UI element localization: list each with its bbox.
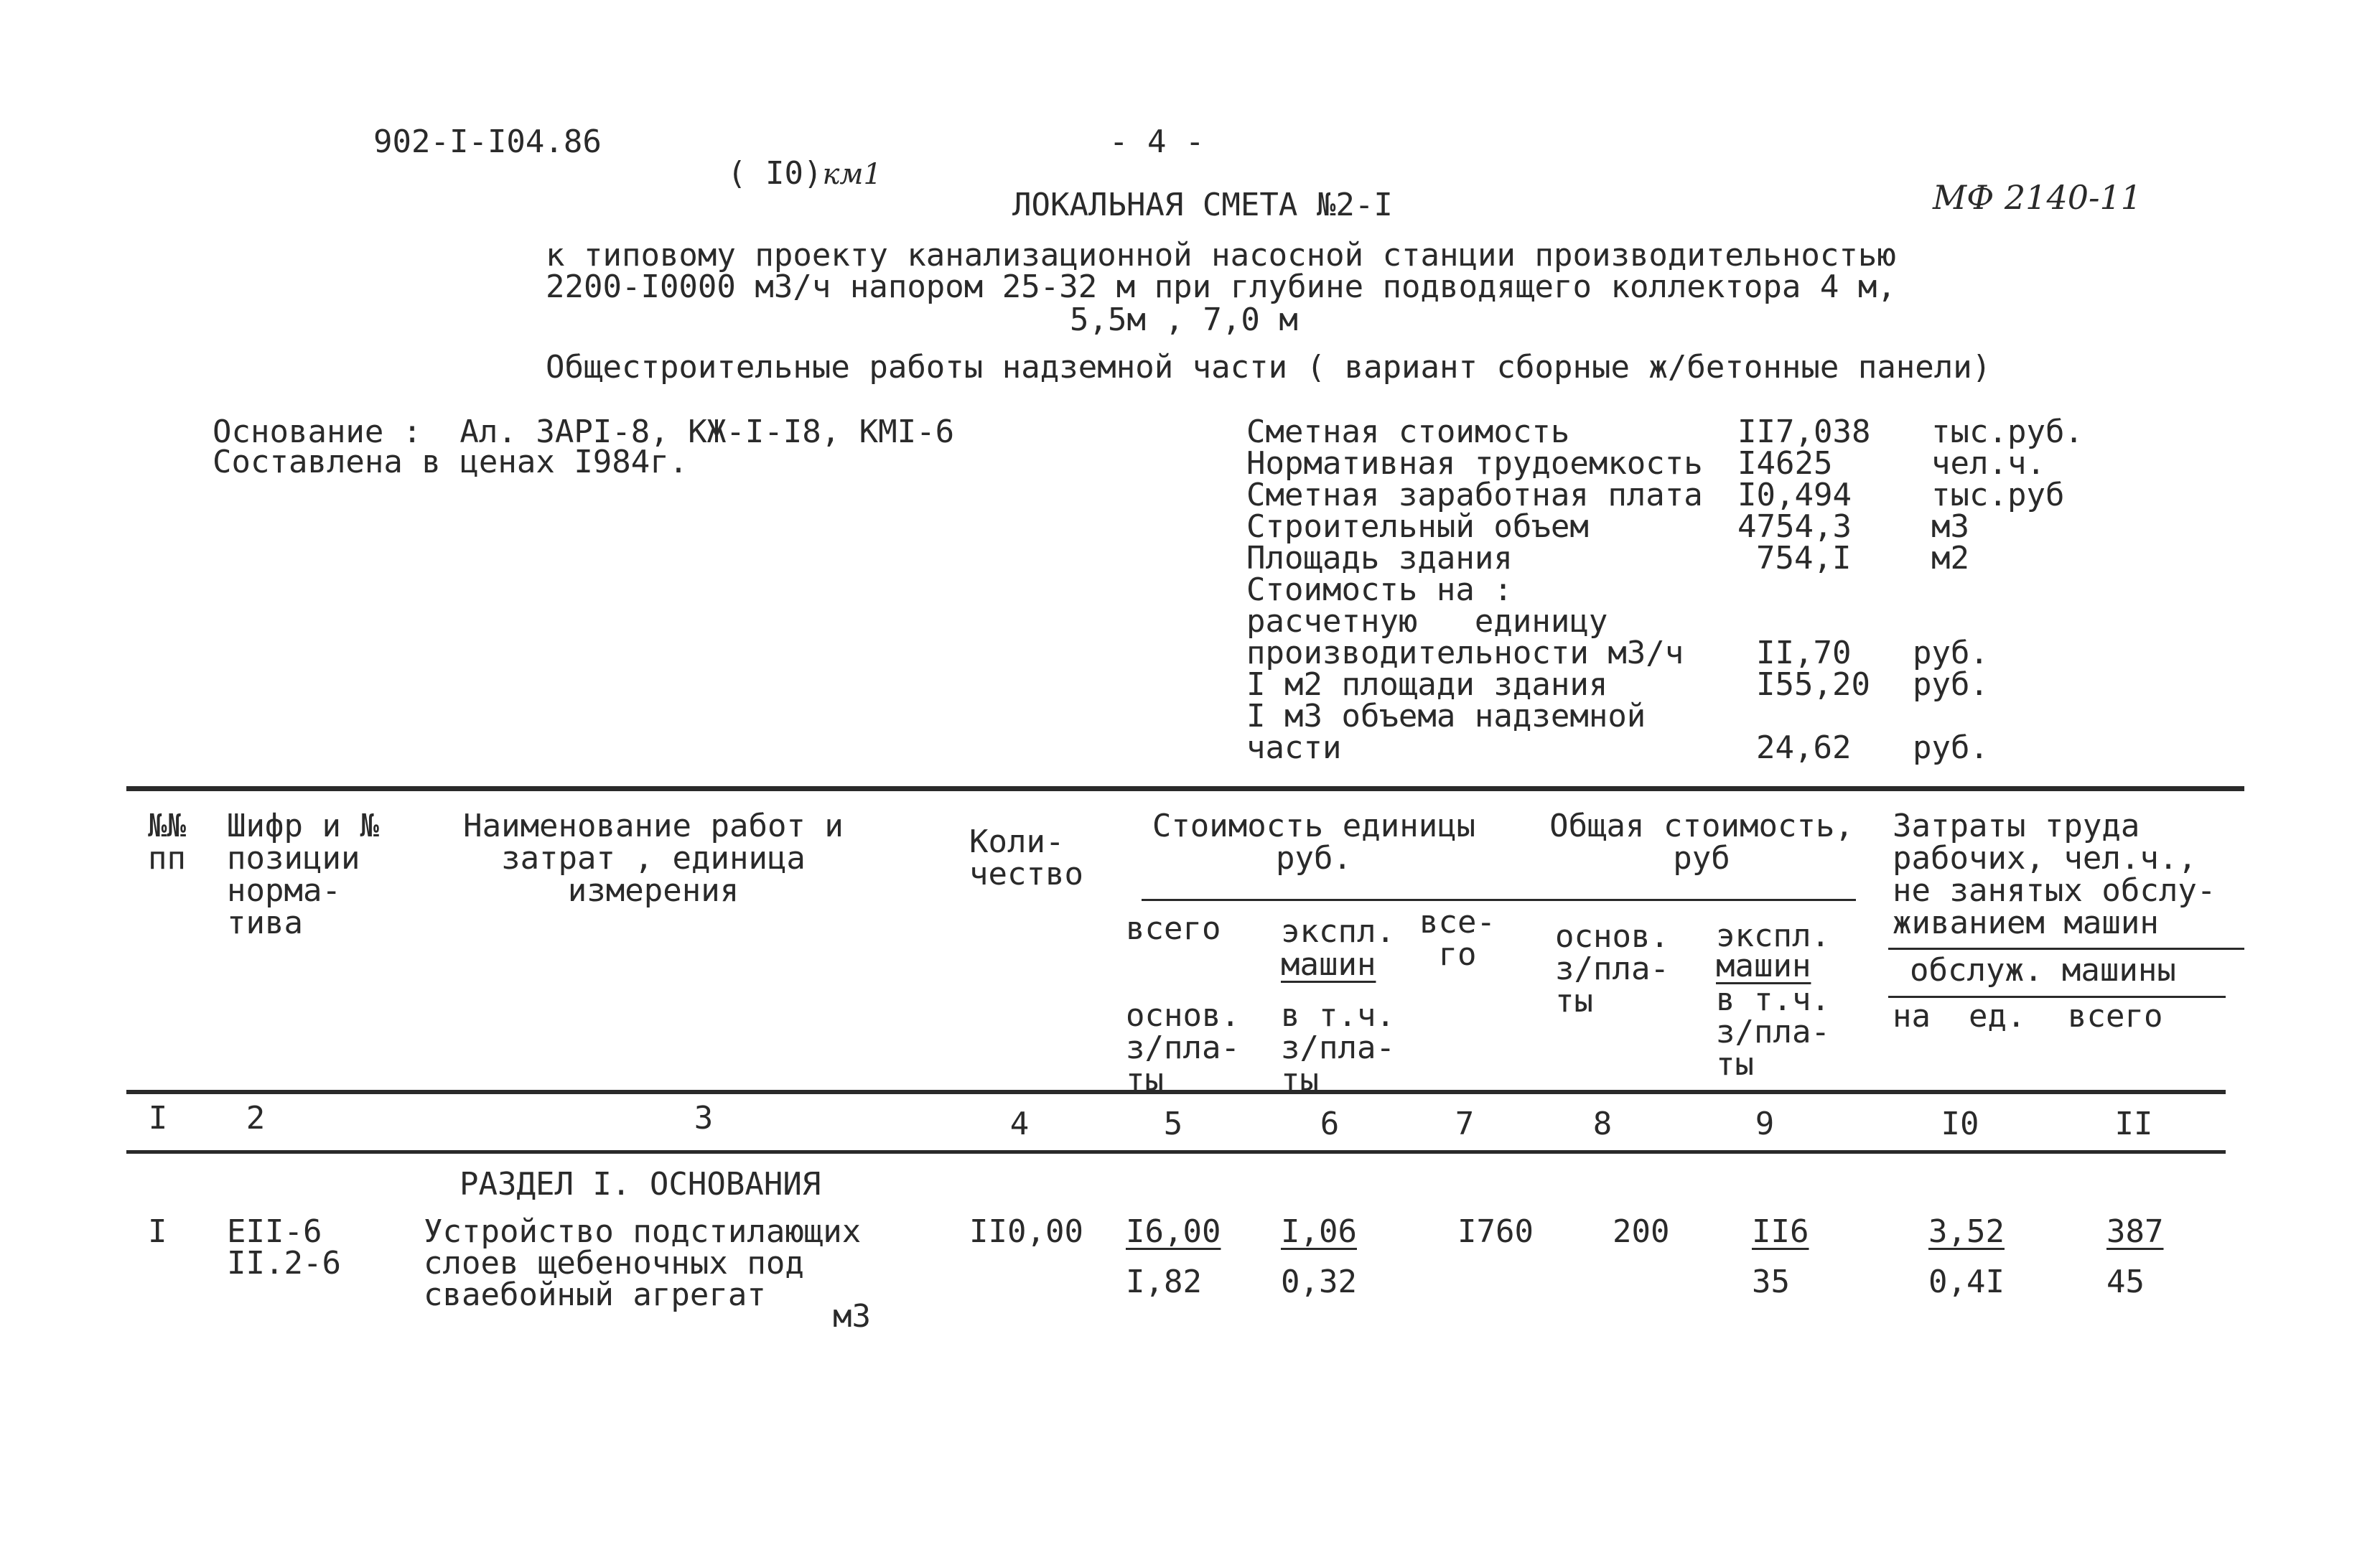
norm-code-line-2: II.2-6 xyxy=(227,1245,341,1282)
header-uc-base-wage: основ. з/пла- ты xyxy=(1126,997,1240,1098)
price-level-line: Составлена в ценах I984г. xyxy=(213,444,689,480)
column-number: 6 xyxy=(1320,1106,1340,1142)
total-cost: I760 xyxy=(1457,1213,1534,1250)
summary-value: I0,494 xyxy=(1737,477,1852,513)
labor-per-unit: 3,52 xyxy=(1928,1213,2005,1250)
per-m3-unit: руб. xyxy=(1913,729,1989,766)
summary-unit: чел.ч. xyxy=(1931,445,2045,482)
header-uc-machines-underlined: машин xyxy=(1281,946,1376,983)
table-top-rule xyxy=(126,786,2244,791)
header-tc-total: все- го xyxy=(1419,904,1496,973)
header-labor-sub: обслуж. машины xyxy=(1910,952,2176,989)
header-row-number: №№ пп xyxy=(148,808,186,877)
cost-per-label: Стоимость на : xyxy=(1246,571,1513,608)
estimate-subtitle: Общестроительные работы надземной части ( вариант сборные ж/бетонные панели) xyxy=(546,349,1992,386)
column-number: 4 xyxy=(1009,1106,1030,1142)
work-name-line-1: Устройство подстилающих xyxy=(424,1213,862,1250)
column-number: I xyxy=(148,1100,168,1137)
total-cost-machines: II6 xyxy=(1752,1213,1809,1250)
album-number-typed: ( I0) xyxy=(727,155,823,192)
title-line-2: 2200-I0000 м3/ч напором 25-32 м при глубине подводящего коллектора 4 м, xyxy=(546,269,1896,305)
stamp-code-handwritten: МФ 2140-11 xyxy=(1933,178,2142,217)
summary-value: 4754,3 xyxy=(1737,508,1852,545)
summary-label: Нормативная трудоемкость xyxy=(1246,445,1703,482)
title-line-1: к типовому проекту канализационной насосной станции производительностью xyxy=(546,237,1896,274)
section-title: РАЗДЕЛ I. ОСНОВАНИЯ xyxy=(459,1166,821,1203)
summary-value: 754,I xyxy=(1756,540,1852,577)
quantity: II0,00 xyxy=(969,1213,1083,1250)
labor-per-unit-2: 0,4I xyxy=(1928,1264,2005,1300)
column-number: 3 xyxy=(694,1100,714,1137)
per-m2-value: I55,20 xyxy=(1756,666,1870,703)
header-norm-code: Шифр и № позиции норма- тива xyxy=(227,808,379,941)
header-labor-per-unit: на ед. xyxy=(1893,998,2026,1035)
per-unit-value: II,70 xyxy=(1756,635,1852,671)
header-labor: Затраты труда рабочих, чел.ч., не занятых обслу- живанием машин xyxy=(1893,808,2216,941)
header-labor-total: всего xyxy=(2068,998,2163,1035)
header-uc-total: всего xyxy=(1126,910,1221,947)
summary-label: Сметная заработная плата xyxy=(1246,477,1703,513)
per-m3-label-2: части xyxy=(1246,729,1342,766)
column-number: 2 xyxy=(246,1100,266,1137)
title-line-3: 5,5м , 7,0 м xyxy=(1070,302,1298,338)
column-number: 5 xyxy=(1163,1106,1183,1142)
summary-label: Сметная стоимость xyxy=(1246,414,1570,450)
column-number: 8 xyxy=(1592,1106,1613,1142)
basis-line: Основание : Ал. ЗАРI-8, КЖ-I-I8, КМI-6 xyxy=(213,414,955,450)
header-total-cost: Общая стоимость, руб xyxy=(1549,808,1854,877)
column-number: 9 xyxy=(1755,1106,1775,1142)
unit-of-measure: м3 xyxy=(833,1298,871,1335)
per-m2-unit: руб. xyxy=(1913,666,1989,703)
header-quantity: Коли- чество xyxy=(969,823,1083,892)
header-tc-base-wage: основ. з/пла- ты xyxy=(1555,918,1669,1019)
unit-cost-base-wage: I,82 xyxy=(1126,1264,1202,1300)
column-number: II xyxy=(2114,1106,2153,1142)
header-tc-machines: экспл. xyxy=(1716,918,1830,954)
header-uc-machines: экспл. xyxy=(1281,913,1395,950)
summary-value: II7,038 xyxy=(1737,414,1871,450)
header-tc-machines-underlined: машин xyxy=(1716,948,1811,984)
summary-unit: м3 xyxy=(1931,508,1969,545)
summary-value: I4625 xyxy=(1737,445,1833,482)
summary-label: Строительный объем xyxy=(1246,508,1589,545)
column-number: I0 xyxy=(1941,1106,1979,1142)
summary-unit: м2 xyxy=(1931,540,1969,577)
per-unit-label-1: расчетную единицу xyxy=(1246,603,1608,640)
column-number: 7 xyxy=(1455,1106,1475,1142)
unit-cost-machines: I,06 xyxy=(1281,1213,1357,1250)
album-number xyxy=(689,126,882,190)
labor-group-rule xyxy=(1888,948,2244,950)
document-number: 902-I-I04.86 xyxy=(373,123,602,160)
work-name-line-2: слоев щебеночных под xyxy=(424,1245,804,1282)
summary-label: Площадь здания xyxy=(1246,540,1513,577)
unit-cost-incl-wage: 0,32 xyxy=(1281,1264,1357,1300)
row-number: I xyxy=(148,1213,167,1250)
total-cost-base-wage: 200 xyxy=(1613,1213,1670,1250)
per-m3-value: 24,62 xyxy=(1756,729,1852,766)
work-name-line-3: сваебойный агрегат xyxy=(424,1277,766,1313)
unit-cost-total: I6,00 xyxy=(1126,1213,1221,1250)
labor-total-2: 45 xyxy=(2106,1264,2145,1300)
per-unit-label-2: производительности м3/ч xyxy=(1246,635,1684,671)
per-m2-label: I м2 площади здания xyxy=(1246,666,1608,703)
total-cost-incl-wage: 35 xyxy=(1752,1264,1790,1300)
summary-unit: тыс.руб. xyxy=(1931,414,2084,450)
per-unit-unit: руб. xyxy=(1913,635,1989,671)
album-number-handwritten: км1 xyxy=(822,158,882,191)
header-tc-incl-wage: в т.ч. з/пла- ты xyxy=(1716,981,1830,1083)
cost-group-rule xyxy=(1142,899,1856,901)
page-number: - 4 - xyxy=(1109,123,1205,160)
estimate-title: ЛОКАЛЬНАЯ СМЕТА №2-I xyxy=(1012,187,1393,223)
labor-total: 387 xyxy=(2106,1213,2164,1250)
norm-code-line-1: ЕII-6 xyxy=(227,1213,322,1250)
colnum-bottom-rule xyxy=(126,1150,2226,1154)
summary-unit: тыс.руб xyxy=(1931,477,2065,513)
header-uc-incl-wage: в т.ч. з/пла- ты xyxy=(1281,997,1395,1098)
header-unit-cost: Стоимость единицы руб. xyxy=(1152,808,1476,877)
per-m3-label-1: I м3 объема надземной xyxy=(1246,698,1646,734)
header-work-name: Наименование работ и затрат , единица измерения xyxy=(463,808,844,909)
